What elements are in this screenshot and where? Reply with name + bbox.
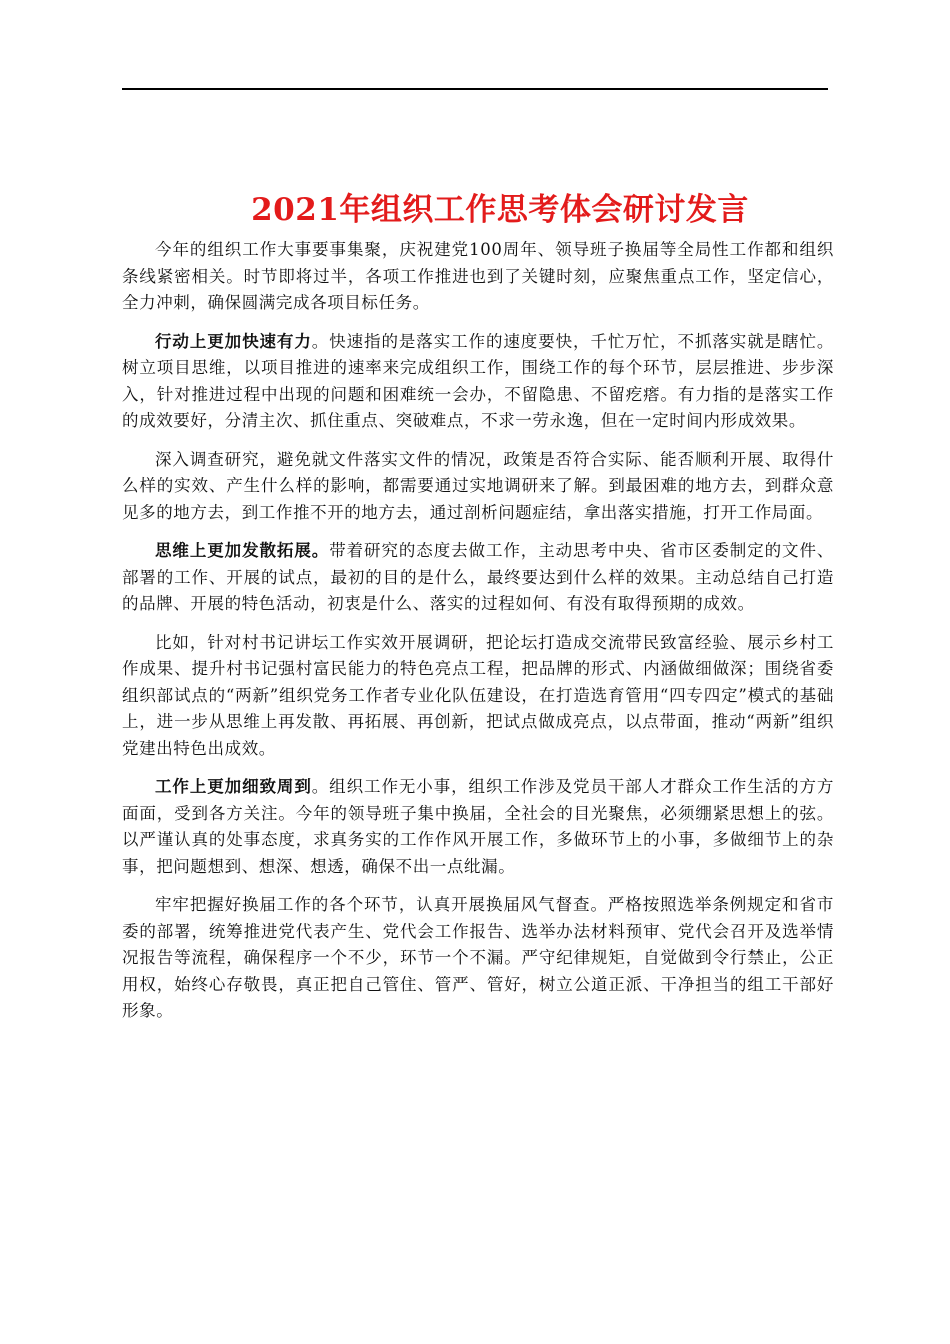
paragraph-5 [122, 630, 834, 763]
paragraph-text: 比如，针对村书记讲坛工作实效开展调研，把论坛打造成交流带民致富经验、展示乡村工作成果、提升村书记强村富民能力的特色亮点工程，把品牌的形式、内涵做细做深；围绕省委组织部试点的“两新”组织党务工作者专业化队伍建设，在打造选育管用“四专四定”模式的基础上，进一步从思维上再发散、再拓展、再创新，把试点做成亮点，以点带面，推动“两新”组织党建出特色出成效。 [122, 632, 834, 758]
paragraph-lead: 行动上更加快速有力 [155, 331, 312, 351]
paragraph-lead: 工作上更加细致周到 [155, 777, 312, 796]
paragraph-text: 深入调查研究，避免就文件落实文件的情况，政策是否符合实际、能否顺利开展、取得什么样的实效、产生什么样的影响，都需要通过实地调研来了解。到最困难的地方去，到群众意见多的地方去，到工作推不开的地方去，通过剖析问题症结，拿出落实措施，打开工作局面。 [122, 449, 834, 522]
paragraph-lead: 思维上更加发散拓展。 [155, 541, 330, 560]
paragraph-2 [122, 329, 834, 435]
paragraph-text: 。快速指的是落实工作的速度要快，千忙万忙，不抓落实就是瞎忙。树立项目思维，以项目推进的速率来完成组织工作，围绕工作的每个环节，层层推进、步步深入，针对推进过程中出现的问题和困难统一会办，不留隐患、不留疙瘩。有力指的是落实工作的成效要好，分清主次、抓住重点、突破难点，不求一劳永逸，但在一定时间内形成效果。 [122, 331, 834, 430]
paragraph-text: 带着研究的态度去做工作，主动思考中央、省市区委制定的文件、部署的工作、开展的试点，最初的目的是什么，最终要达到什么样的效果。主动总结自己打造的品牌、开展的特色活动，初衷是什么、落实的过程如何、有没有取得预期的成效。 [122, 541, 834, 613]
document-body [122, 237, 834, 1037]
paragraph-4 [122, 538, 834, 618]
paragraph-7 [122, 892, 834, 1025]
paragraph-6 [122, 774, 834, 880]
paragraph-1 [122, 237, 834, 317]
paragraph-3 [122, 447, 834, 527]
paragraph-text: 。组织工作无小事，组织工作涉及党员干部人才群众工作生活的方方面面，受到各方关注。今年的领导班子集中换届，全社会的目光聚焦，必须绷紧思想上的弦。以严谨认真的处事态度，求真务实的工作作风开展工作，多做环节上的小事，多做细节上的杂事，把问题想到、想深、想透，确保不出一点纰漏。 [122, 777, 834, 876]
header-rule [122, 88, 828, 90]
paragraph-text: 牢牢把握好换届工作的各个环节，认真开展换届风气督查。严格按照选举条例规定和省市委的部署，统筹推进党代表产生、党代会工作报告、选举办法材料预审、党代会召开及选举情况报告等流程，确保程序一个不少，环节一个不漏。严守纪律规矩，自觉做到令行禁止，公正用权，始终心存敬畏，真正把自己管住、管严、管好，树立公道正派、干净担当的组工干部好形象。 [122, 895, 834, 1020]
paragraph-text: 今年的组织工作大事要事集聚，庆祝建党100周年、领导班子换届等全局性工作都和组织条线紧密相关。时节即将过半，各项工作推进也到了关键时刻，应聚焦重点工作，坚定信心，全力冲刺，确保圆满完成各项目标任务。 [122, 240, 834, 312]
document-title: 2021年组织工作思考体会研讨发言 [251, 192, 749, 228]
